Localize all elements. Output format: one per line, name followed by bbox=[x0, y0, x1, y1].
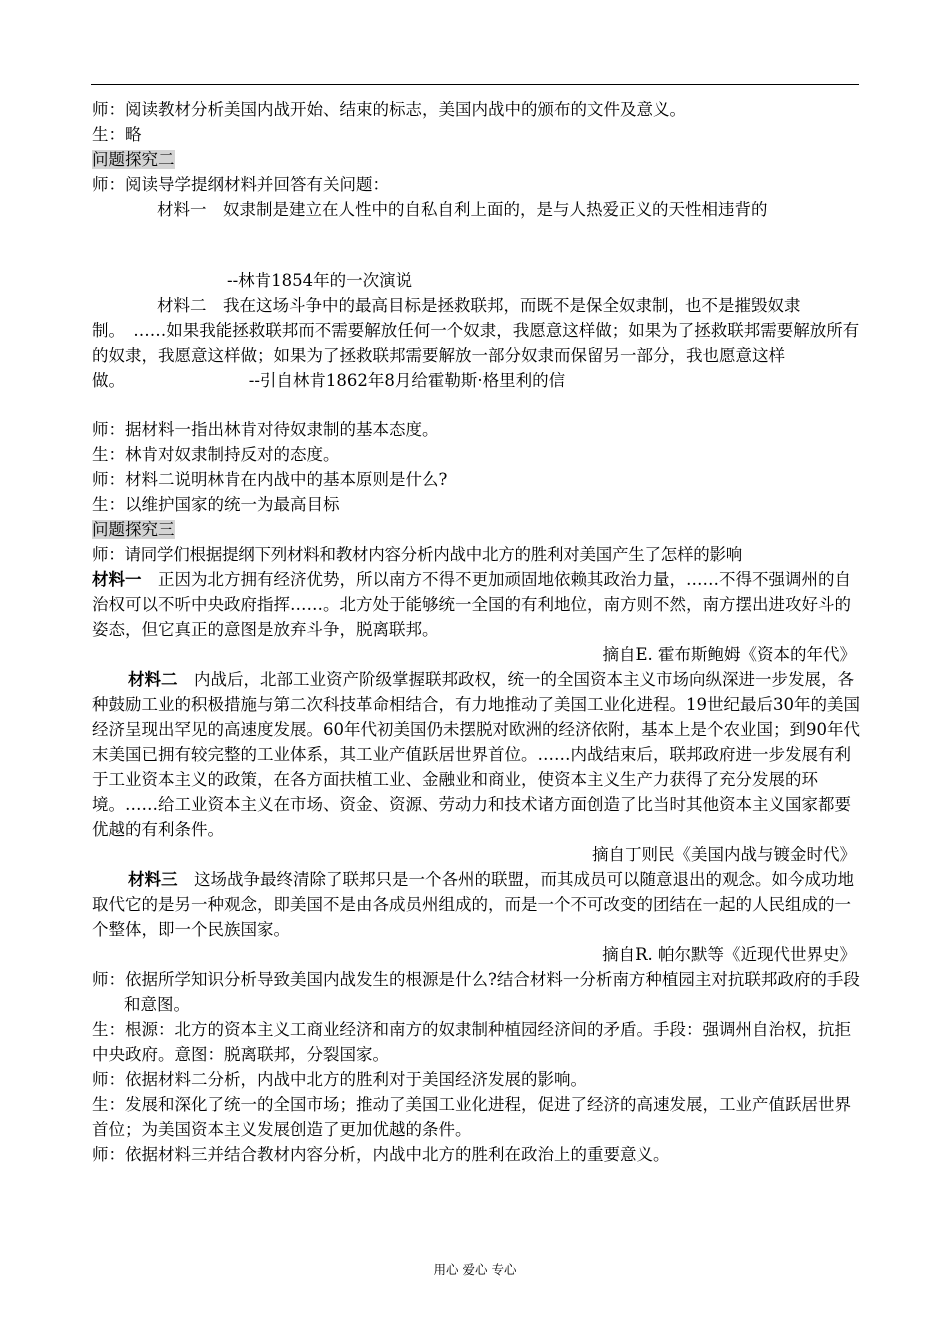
student-line: 生：略 bbox=[92, 125, 142, 144]
material-quote: 材料一 奴隶制是建立在人性中的自私自利上面的，是与人热爱正义的天性相违背的 bbox=[157, 200, 768, 219]
document-body bbox=[92, 97, 862, 1167]
material-paragraph bbox=[92, 867, 862, 942]
teacher-line: 师：请同学们根据提纲下列材料和教材内容分析内战中北方的胜利对美国产生了怎样的影响 bbox=[92, 545, 742, 564]
spacer bbox=[92, 393, 862, 417]
material-source: 摘自丁则民《美国内战与镀金时代》 bbox=[592, 845, 856, 864]
material-label: 材料一 bbox=[92, 570, 142, 589]
section-heading bbox=[92, 147, 862, 172]
teacher-question: 师：据材料一指出林肯对待奴隶制的基本态度。 bbox=[92, 420, 439, 439]
material-text: 这场战争最终清除了联邦只是一个各州的联盟，而其成员可以随意退出的观念。如今成功地取代它的是另一种观念，即美国不是由各成员州组成的，而是一个不可改变的团结在一起的人民组成的一个整体，即一个民族国家。 bbox=[92, 870, 854, 939]
material-paragraph bbox=[92, 567, 862, 642]
header-rule bbox=[91, 84, 859, 85]
material-label: 材料三 bbox=[128, 870, 178, 889]
teacher-question: 师：依据所学知识分析导致美国内战发生的根源是什么?结合材料一分析南方种植园主对抗联邦政府的手段和意图。 bbox=[92, 970, 860, 1014]
teacher-question: 师：依据材料二分析，内战中北方的胜利对于美国经济发展的影响。 bbox=[92, 1070, 587, 1089]
teacher-line: 师：阅读导学提纲材料并回答有关问题： bbox=[92, 175, 389, 194]
section-heading-text: 问题探究三 bbox=[92, 520, 175, 539]
material-text: 正因为北方拥有经济优势，所以南方不得不更加顽固地依赖其政治力量，……不得不强调州的自治权可以不听中央政府指挥……。北方处于能够统一全国的有利地位，南方则不然，南方摆出进攻好斗的姿态，但它真正的意图是放弃斗争，脱离联邦。 bbox=[92, 570, 851, 639]
teacher-line: 师：阅读教材分析美国内战开始、结束的标志，美国内战中的颁布的文件及意义。 bbox=[92, 100, 686, 119]
material-source: 摘自R. 帕尔默等《近现代世界史》 bbox=[602, 945, 856, 964]
student-answer: 生：林肯对奴隶制持反对的态度。 bbox=[92, 445, 340, 464]
page-footer: 用心 爱心 专心 bbox=[433, 1262, 517, 1277]
teacher-question: 师：依据材料三并结合教材内容分析，内战中北方的胜利在政治上的重要意义。 bbox=[92, 1145, 670, 1164]
material-text: 内战后，北部工业资产阶级掌握联邦政权，统一的全国资本主义市场向纵深进一步发展，各种鼓励工业的积极措施与第二次科技革命相结合，有力地推动了美国工业化进程。19世纪最后30年的美国经济呈现出罕见的高速度发展。60年代初美国仍未摆脱对欧洲的经济依附，基本上是个农业国；到90年代末美国已拥有较完整的工业体系，其工业产值跃居世界首位。……内战结束后，联邦政府进一步发展有利于工业资本主义的政策，在各方面扶植工业、金融业和商业，使资本主义生产力获得了充分发展的环境。……给工业资本主义在市场、资金、资源、劳动力和技术诸方面创造了比当时其他资本主义国家都要优越的有利条件。 bbox=[92, 670, 860, 839]
section-heading bbox=[92, 517, 862, 542]
student-answer: 生：以维护国家的统一为最高目标 bbox=[92, 495, 340, 514]
student-answer: 生：根源：北方的资本主义工商业经济和南方的奴隶制种植园经济间的矛盾。手段：强调州自治权，抗拒中央政府。意图：脱离联邦，分裂国家。 bbox=[92, 1020, 851, 1064]
material-source: --林肯1854年的一次演说 bbox=[227, 271, 413, 290]
teacher-question: 师：材料二说明林肯在内战中的基本原则是什么? bbox=[92, 470, 448, 489]
material-label: 材料二 bbox=[128, 670, 178, 689]
material-paragraph bbox=[92, 667, 862, 842]
material-source: 摘自E. 霍布斯鲍姆《资本的年代》 bbox=[602, 645, 856, 664]
section-heading-text: 问题探究二 bbox=[92, 150, 175, 169]
student-answer: 生：发展和深化了统一的全国市场；推动了美国工业化进程，促进了经济的高速发展，工业产值跃居世界首位；为美国资本主义发展创造了更加优越的条件。 bbox=[92, 1095, 851, 1139]
spacer bbox=[92, 222, 862, 268]
material-quote: 材料二 我在这场斗争中的最高目标是拯救联邦，而既不是保全奴隶制，也不是摧毁奴隶制。 ……如果我能拯救联邦而不需要解放任何一个奴隶，我愿意这样做；如果为了拯救联邦需要解放所有的奴隶，我愿意这样做；如果为了拯救联邦需要解放一部分奴隶而保留另一部分，我也愿意这样做。 --引自林肯1862年8月给霍勒斯·格里利的信 bbox=[92, 296, 860, 390]
